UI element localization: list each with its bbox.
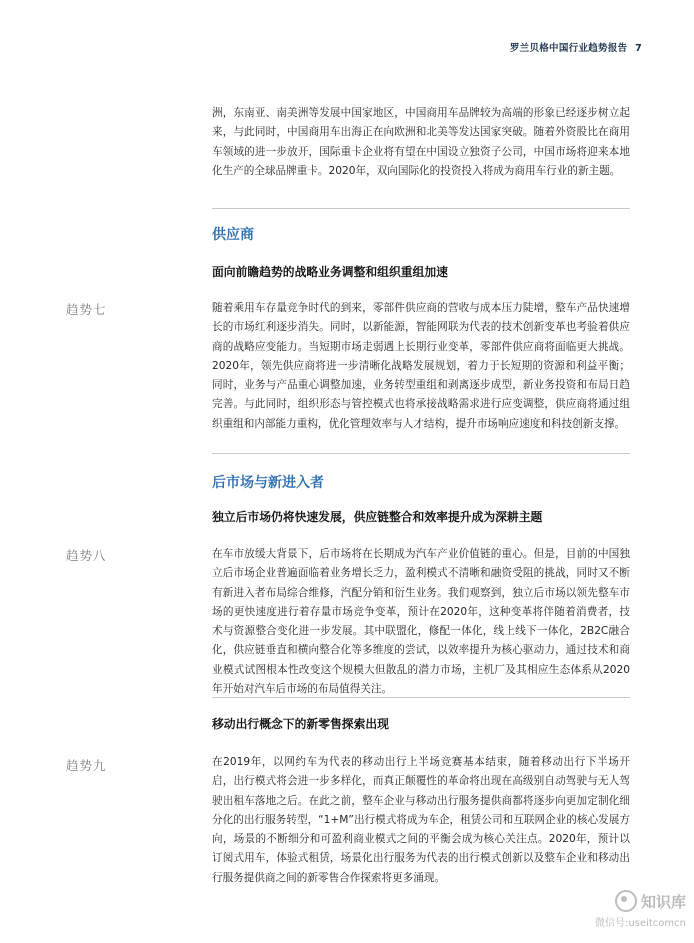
page-header	[510, 40, 642, 54]
report-title: 罗兰贝格中国行业趋势报告	[509, 43, 628, 54]
trend-7-label: 趋势七	[66, 302, 107, 317]
trend-9-label: 趋势九	[66, 758, 107, 773]
divider	[212, 208, 630, 209]
trend-7-subtitle: 面向前瞻趋势的战略业务调整和组织重组加速	[212, 265, 448, 279]
watermark-account: 微信号:useitcomcn	[595, 918, 686, 929]
trend-8-subtitle: 独立后市场仍将快速发展，供应链整合和效率提升成为深耕主题	[212, 510, 543, 524]
divider	[212, 453, 630, 454]
trend-7-paragraph: 随着乘用车存量竞争时代的到来，零部件供应商的营收与成本压力陡增，整车产品快速增长的市场红利逐步消失。同时，以新能源，智能网联为代表的技术创新变革也考验着供应商的战略应变能力。当短期市场走弱遇上长期行业变革，零部件供应商将面临更大挑战。2020年，领先供应商将进一步清晰化战略发展规划，着力于长短期的资源和利益平衡；同时，业务与产品重心调整加速，业务转型重组和剥离逐步成型，新业务投资和布局日趋完善。与此同时，组织形态与管控模式也将承接战略需求进行应变调整，供应商将通过组织重组和内部能力重构，优化管理效率与人才结构，提升市场响应速度和科技创新支撑。	[212, 302, 630, 430]
intro-paragraph: 洲，东南亚、南美洲等发展中国家地区，中国商用车品牌较为高端的形象已经逐步树立起来，与此同时，中国商用车出海正在向欧洲和北美等发达国家突破。随着外资股比在商用车领域的进一步放开，国际重卡企业将有望在中国设立独资子公司，中国市场将迎来本地化生产的全球品牌重卡。2020年，双向国际化的投资投入将成为商用车行业的新主题。	[212, 107, 630, 177]
watermark	[595, 890, 686, 929]
wechat-icon	[615, 890, 637, 912]
trend-9-paragraph: 在2019年，以网约车为代表的移动出行上半场竞赛基本结束，随着移动出行下半场开启，出行模式将会进一步多样化，而真正颠覆性的革命将出现在高级别自动驾驶与无人驾驶出租车落地之后。在此之前，整车企业与移动出行服务提供商都将逐步向更加定制化细分化的出行服务转型，“1+M”出行模式将成为车企，租赁公司和互联网企业的核心发展方向，场景的不断细分和可盈利商业模式之间的平衡会成为核心关注点。2020年，预计以订阅式用车，体验式租赁，场景化出行服务为代表的出行模式创新以及整车企业和移动出行服务提供商之间的新零售合作探索将更多涌现。	[212, 756, 630, 884]
watermark-brand: 知识库	[640, 892, 686, 911]
trend-8-paragraph: 在车市放缓大背景下，后市场将在长期成为汽车产业价值链的重心。但是，目前的中国独立后市场企业普遍面临着业务增长乏力，盈利模式不清晰和融资受阻的挑战，同时又不断有新进入者布局综合维修，汽配分销和衍生业务。我们观察到，独立后市场以领先整车市场的更快速度进行着存量市场竞争变革，预计在2020年，这种变革将伴随着消费者，技术与资源整合变化进一步发展。其中联盟化，修配一体化，线上线下一体化，2B2C融合化，供应链垂直和横向整合化等多维度的尝试，以效率提升为核心驱动力，通过技术和商业模式试图根本性改变这个规模大但散乱的潜力市场，主机厂及其相应生态体系从2020年开始对汽车后市场的布局值得关注。	[212, 548, 630, 696]
divider	[212, 697, 630, 698]
trend-9-subtitle: 移动出行概念下的新零售探索出现	[212, 717, 389, 731]
trend-8-label: 趋势八	[66, 548, 107, 563]
page-number: 7	[635, 43, 642, 54]
section-title-suppliers: 供应商	[212, 227, 254, 243]
section-title-aftermarket: 后市场与新进入者	[212, 475, 324, 491]
